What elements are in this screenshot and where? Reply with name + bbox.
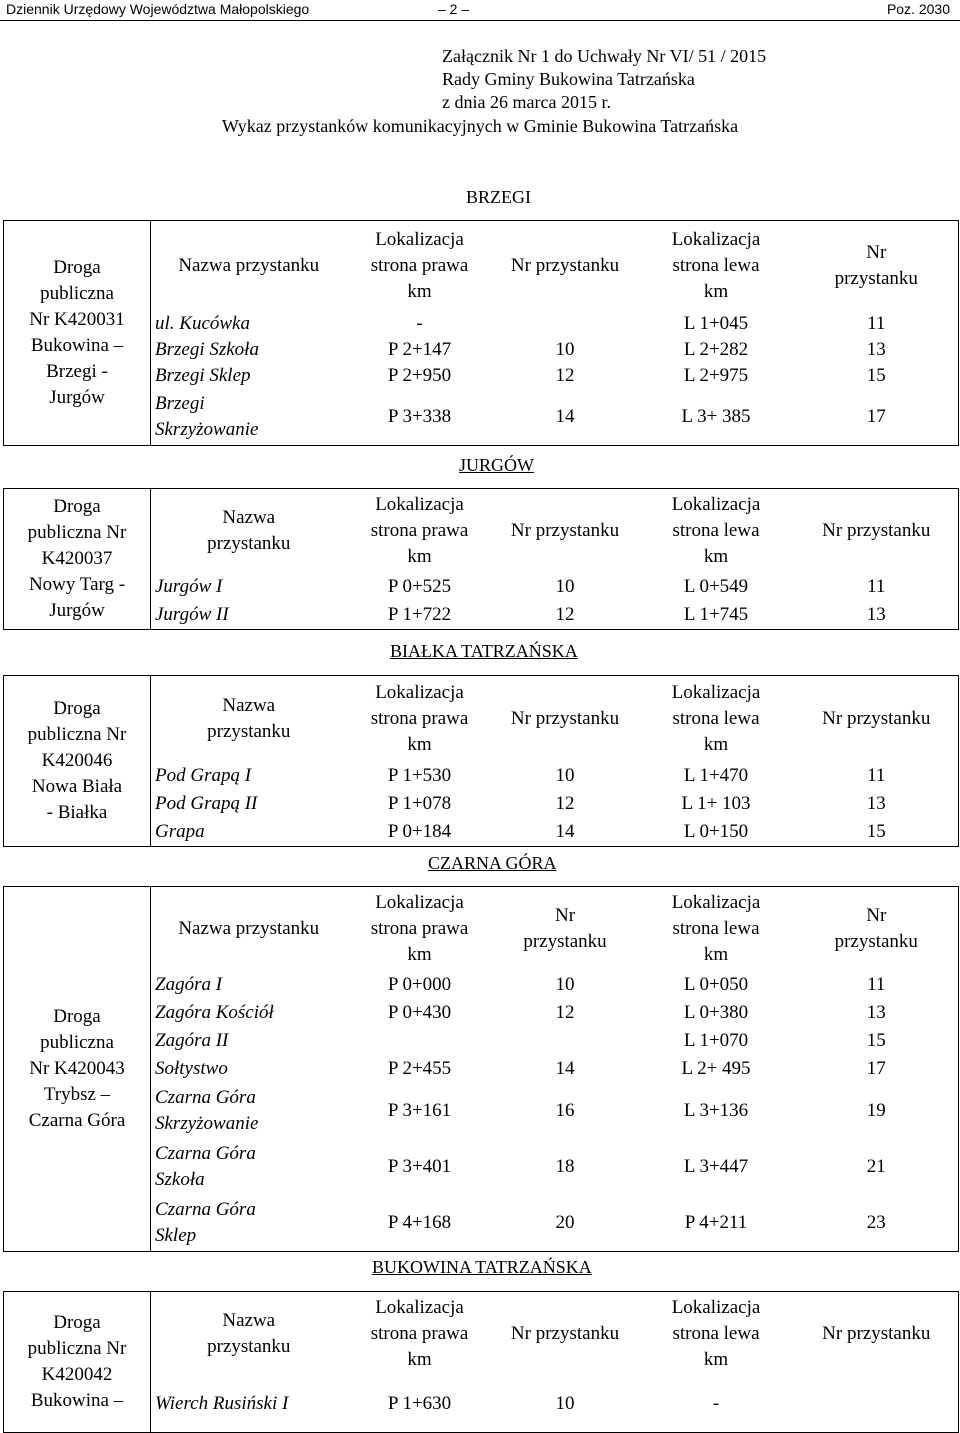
- stops-table: [3, 1291, 959, 1433]
- header-divider: [0, 20, 960, 21]
- stop-name: [151, 1139, 347, 1195]
- text-line: Trybsz –: [43, 1084, 111, 1105]
- location-left: L 2+975: [683, 365, 749, 387]
- header-location-left: [638, 221, 795, 311]
- location-right: P 2+455: [387, 1057, 452, 1079]
- text-line: publiczna Nr: [27, 1338, 127, 1359]
- text-line: Czarna Góra: [155, 1143, 256, 1165]
- text-line: Jurgów: [49, 387, 105, 408]
- location-right: P 1+630: [347, 1376, 493, 1432]
- text-line: Lokalizacja: [375, 494, 464, 516]
- location-right: P 4+168: [347, 1195, 493, 1251]
- stop-number-left: 17: [795, 1055, 959, 1083]
- location-right: [347, 1027, 493, 1055]
- header-stop-number-right: [493, 676, 638, 763]
- header-stop-number-left: [795, 887, 959, 971]
- text-line: km: [703, 943, 729, 965]
- text-line: km: [407, 734, 432, 755]
- stop-number-left: 23: [795, 1195, 959, 1251]
- header-location-right: [347, 221, 493, 311]
- location-right: P 3+401: [387, 1156, 452, 1178]
- text-line: Grapa: [155, 821, 205, 843]
- header-stop-name: [151, 1292, 347, 1377]
- text-line: Lokalizacja: [671, 228, 761, 250]
- attachment-line-3: z dnia 26 marca 2015 r.: [442, 92, 611, 112]
- text-line: Nazwa przystanku: [178, 254, 320, 276]
- location-left: L 3+447: [683, 1156, 749, 1178]
- stop-name: [151, 389, 347, 445]
- text-line: strona lewa: [672, 708, 760, 729]
- stops-table: [3, 886, 959, 1252]
- document-title: Wykaz przystanków komunikacyjnych w Gminie Bukowina Tatrzańska: [221, 116, 739, 136]
- text-line: Czarna Góra: [155, 1087, 256, 1109]
- location-left: L 0+549: [683, 576, 749, 598]
- text-line: Nr przystanku: [510, 708, 620, 729]
- stop-name: [151, 818, 347, 846]
- text-line: przystanku: [834, 930, 918, 952]
- text-line: Jurgów I: [155, 576, 223, 598]
- text-line: Skrzyżowanie: [155, 1113, 259, 1135]
- header-stop-number-right: [493, 1292, 638, 1377]
- text-line: przystanku: [523, 930, 607, 952]
- header-stop-number-right: [493, 887, 638, 971]
- text-line: Nr przystanku: [822, 708, 931, 729]
- text-line: km: [407, 546, 432, 568]
- page-number: – 2 –: [438, 1, 470, 17]
- stop-name: [151, 762, 347, 790]
- stop-number-left: 11: [795, 762, 959, 790]
- stop-number-right: 14: [493, 818, 638, 846]
- header-location-right: [347, 887, 493, 971]
- text-line: Droga: [53, 1006, 101, 1027]
- header-stop-name: [151, 676, 347, 763]
- stop-number-right: [493, 311, 638, 337]
- text-line: Nazwa: [222, 695, 276, 716]
- stop-number-right: 12: [493, 601, 638, 629]
- stop-number-left: 13: [795, 601, 959, 629]
- text-line: km: [703, 734, 729, 755]
- text-line: publiczna Nr: [27, 724, 127, 745]
- stop-name: [151, 971, 347, 999]
- table-header-row: [4, 1292, 959, 1377]
- text-line: Nr K420043: [29, 1058, 125, 1079]
- location-right: P 0+525: [387, 576, 452, 598]
- text-line: Nr: [554, 904, 576, 926]
- location-left: L 1+070: [683, 1029, 749, 1051]
- header-stop-number-left: [795, 489, 959, 574]
- location-right: -: [416, 312, 423, 334]
- text-line: Lokalizacja: [375, 228, 464, 250]
- stop-name: [151, 601, 347, 629]
- text-line: km: [703, 546, 729, 568]
- road-description: [4, 489, 151, 630]
- location-left: L 2+282: [683, 339, 749, 361]
- header-stop-number-left: [795, 1292, 959, 1377]
- header-location-left: [638, 1292, 795, 1377]
- text-line: strona prawa: [370, 917, 469, 939]
- location-left: L 2+ 495: [681, 1057, 751, 1079]
- text-line: Nr przystanku: [510, 1323, 620, 1345]
- stop-number-right: 12: [555, 793, 575, 815]
- stop-name: [151, 1055, 347, 1083]
- location-left: L 1+045: [683, 312, 749, 334]
- section-title: BRZEGI: [466, 187, 531, 207]
- section-title: BUKOWINA TATRZAŃSKA: [372, 1257, 592, 1277]
- stop-name: [151, 1027, 347, 1055]
- table-header-row: [4, 887, 959, 971]
- text-line: Wierch Rusiński I: [155, 1393, 289, 1415]
- stop-name: [151, 1376, 347, 1432]
- stop-number-right: 14: [493, 389, 638, 445]
- text-line: Pod Grapą I: [155, 765, 252, 787]
- stop-number-left: 13: [795, 790, 959, 818]
- stop-number-right: 14: [555, 1057, 575, 1079]
- text-line: strona lewa: [672, 1323, 760, 1345]
- position-number: Poz. 2030: [886, 1, 950, 17]
- text-line: Jurgów: [49, 600, 105, 621]
- text-line: Nowa Biała: [31, 776, 123, 797]
- text-line: K420037: [41, 548, 113, 569]
- stop-name: [151, 311, 347, 337]
- text-line: publiczna: [40, 1032, 114, 1053]
- location-right: P 3+338: [347, 389, 493, 445]
- text-line: Czarna Góra: [28, 1110, 126, 1131]
- location-left: L 3+ 385: [638, 389, 795, 445]
- text-line: Droga: [53, 698, 101, 719]
- text-line: km: [407, 1349, 432, 1371]
- text-line: Nr przystanku: [510, 520, 620, 542]
- stop-number-right: 10: [555, 576, 575, 598]
- text-line: przystanku: [834, 267, 918, 289]
- text-line: Skrzyżowanie: [155, 419, 259, 441]
- text-line: - Białka: [46, 802, 108, 823]
- location-right: P 0+000: [387, 973, 452, 995]
- location-right: P 0+184: [347, 818, 493, 846]
- text-line: Sklep: [155, 1225, 197, 1247]
- text-line: publiczna: [40, 283, 114, 304]
- section-title: BIAŁKA TATRZAŃSKA: [390, 641, 578, 661]
- road-description: [4, 221, 151, 446]
- attachment-line-1: Załącznik Nr 1 do Uchwały Nr VI/ 51 / 2015: [442, 46, 767, 66]
- stop-number-left: 11: [795, 573, 959, 601]
- location-right: P 2+147: [387, 339, 452, 361]
- text-line: Lokalizacja: [375, 891, 464, 913]
- section-title: CZARNA GÓRA: [428, 853, 557, 873]
- text-line: Nazwa: [222, 507, 276, 529]
- location-right: P 2+950: [387, 365, 452, 387]
- text-line: km: [703, 1349, 729, 1371]
- stop-number-left: 17: [795, 389, 959, 445]
- text-line: Nr przystanku: [822, 1323, 931, 1345]
- stop-number-right: 20: [493, 1195, 638, 1251]
- header-location-left: [638, 489, 795, 574]
- road-description: [4, 887, 151, 1252]
- text-line: km: [407, 280, 432, 302]
- header-location-left: [638, 887, 795, 971]
- stops-table: [3, 488, 959, 630]
- text-line: strona lewa: [672, 520, 760, 542]
- text-line: Brzegi -: [46, 361, 108, 382]
- header-location-left: [638, 676, 795, 763]
- text-line: Brzegi Szkoła: [155, 339, 259, 361]
- stop-number-right: [493, 1027, 638, 1055]
- text-line: Nazwa przystanku: [178, 917, 320, 939]
- text-line: Zagóra Kościół: [155, 1001, 274, 1023]
- stop-number-left: 11: [795, 971, 959, 999]
- text-line: Droga: [53, 1312, 101, 1333]
- header-location-right: [347, 676, 493, 763]
- header-stop-name: [151, 887, 347, 971]
- location-left: L 0+150: [638, 818, 795, 846]
- text-line: Bukowina –: [30, 335, 124, 356]
- text-line: przystanku: [207, 1336, 291, 1358]
- stop-number-left: 15: [795, 1027, 959, 1055]
- header-stop-number-right: [493, 221, 638, 311]
- location-left: L 1+470: [683, 765, 749, 787]
- table-header-row: [4, 221, 959, 311]
- stop-number-right: 10: [555, 339, 575, 361]
- location-right: P 3+161: [387, 1100, 452, 1122]
- text-line: przystanku: [207, 721, 291, 742]
- stop-name: [151, 790, 347, 818]
- stop-name: [151, 1083, 347, 1139]
- text-line: Lokalizacja: [671, 891, 761, 913]
- text-line: Nazwa: [222, 1310, 276, 1332]
- location-right: P 1+530: [387, 765, 452, 787]
- stop-number-left: 15: [795, 818, 959, 846]
- header-stop-number-left: [795, 676, 959, 763]
- stop-number-right: 10: [555, 765, 575, 787]
- text-line: Droga: [53, 496, 101, 517]
- text-line: Nowy Targ -: [28, 574, 126, 595]
- text-line: Zagóra II: [155, 1029, 229, 1051]
- road-description: [4, 1292, 151, 1433]
- text-line: Szkoła: [155, 1169, 205, 1191]
- text-line: km: [407, 943, 432, 965]
- location-left: L 3+136: [683, 1100, 749, 1122]
- text-line: strona prawa: [370, 520, 469, 542]
- header-stop-name: [151, 489, 347, 574]
- stop-number-left: 15: [795, 363, 959, 389]
- text-line: Lokalizacja: [375, 1297, 464, 1319]
- text-line: ul. Kucówka: [155, 312, 250, 334]
- stop-number-right: 10: [493, 1376, 638, 1432]
- text-line: Nr: [866, 904, 887, 926]
- table-header-row: [4, 489, 959, 574]
- text-line: km: [703, 280, 729, 302]
- journal-title: Dziennik Urzędowy Województwa Małopolskiego: [6, 1, 310, 17]
- text-line: Bukowina –: [30, 1390, 124, 1411]
- text-line: Nr: [866, 241, 887, 263]
- stop-number-right: 10: [555, 973, 575, 995]
- text-line: Brzegi Sklep: [155, 365, 251, 387]
- stop-name: [151, 999, 347, 1027]
- header-stop-name: [151, 221, 347, 311]
- location-left: P 4+211: [638, 1195, 795, 1251]
- stops-table: [3, 220, 959, 446]
- text-line: strona prawa: [370, 254, 469, 276]
- text-line: Czarna Góra: [155, 1199, 256, 1221]
- text-line: Lokalizacja: [671, 1297, 761, 1319]
- stop-number-right: 12: [555, 1001, 575, 1023]
- stop-number-left: 19: [795, 1083, 959, 1139]
- text-line: Lokalizacja: [671, 494, 761, 516]
- location-left: -: [638, 1376, 795, 1432]
- text-line: publiczna Nr: [27, 522, 127, 543]
- stop-number-right: 12: [555, 365, 575, 387]
- table-header-row: [4, 676, 959, 763]
- header-stop-number-right: [493, 489, 638, 574]
- text-line: Droga: [53, 257, 101, 278]
- text-line: Nr K420031: [29, 309, 125, 330]
- text-line: Lokalizacja: [375, 682, 464, 703]
- location-left: L 1+745: [638, 601, 795, 629]
- stop-name: [151, 1195, 347, 1251]
- location-left: L 1+ 103: [681, 793, 751, 815]
- stop-name: [151, 337, 347, 363]
- stop-name: [151, 363, 347, 389]
- header-location-right: [347, 1292, 493, 1377]
- stop-number-left: 13: [795, 999, 959, 1027]
- stops-table: [3, 675, 959, 847]
- location-left: L 0+050: [683, 973, 749, 995]
- header-stop-number-left: [795, 221, 959, 311]
- text-line: przystanku: [207, 533, 291, 555]
- stop-name: [151, 573, 347, 601]
- text-line: strona lewa: [672, 254, 760, 276]
- location-right: P 1+078: [387, 793, 452, 815]
- stop-number-left: [795, 1376, 959, 1432]
- text-line: Lokalizacja: [671, 682, 761, 703]
- text-line: strona prawa: [370, 708, 469, 729]
- page-header: [0, 0, 960, 22]
- location-left: L 0+380: [683, 1001, 749, 1023]
- section-title: JURGÓW: [459, 455, 534, 475]
- stop-number-left: 21: [795, 1139, 959, 1195]
- attachment-line-2: Rady Gminy Bukowina Tatrzańska: [442, 69, 695, 89]
- header-location-right: [347, 489, 493, 574]
- text-line: strona lewa: [672, 917, 760, 939]
- text-line: Nr przystanku: [822, 520, 931, 542]
- stop-number-left: 11: [795, 311, 959, 337]
- text-line: Nr przystanku: [510, 254, 620, 276]
- location-right: P 1+722: [347, 601, 493, 629]
- text-line: Sołtystwo: [155, 1057, 228, 1079]
- stop-number-right: 18: [555, 1156, 575, 1178]
- text-line: K420046: [41, 750, 113, 771]
- text-line: Jurgów II: [155, 604, 229, 626]
- text-line: Brzegi: [155, 393, 205, 415]
- text-line: Zagóra I: [155, 973, 223, 995]
- text-line: Pod Grapą II: [155, 793, 258, 815]
- road-description: [4, 676, 151, 847]
- stop-number-left: 13: [795, 337, 959, 363]
- location-right: P 0+430: [387, 1001, 452, 1023]
- text-line: strona prawa: [370, 1323, 469, 1345]
- text-line: K420042: [41, 1364, 113, 1385]
- stop-number-right: 16: [555, 1100, 575, 1122]
